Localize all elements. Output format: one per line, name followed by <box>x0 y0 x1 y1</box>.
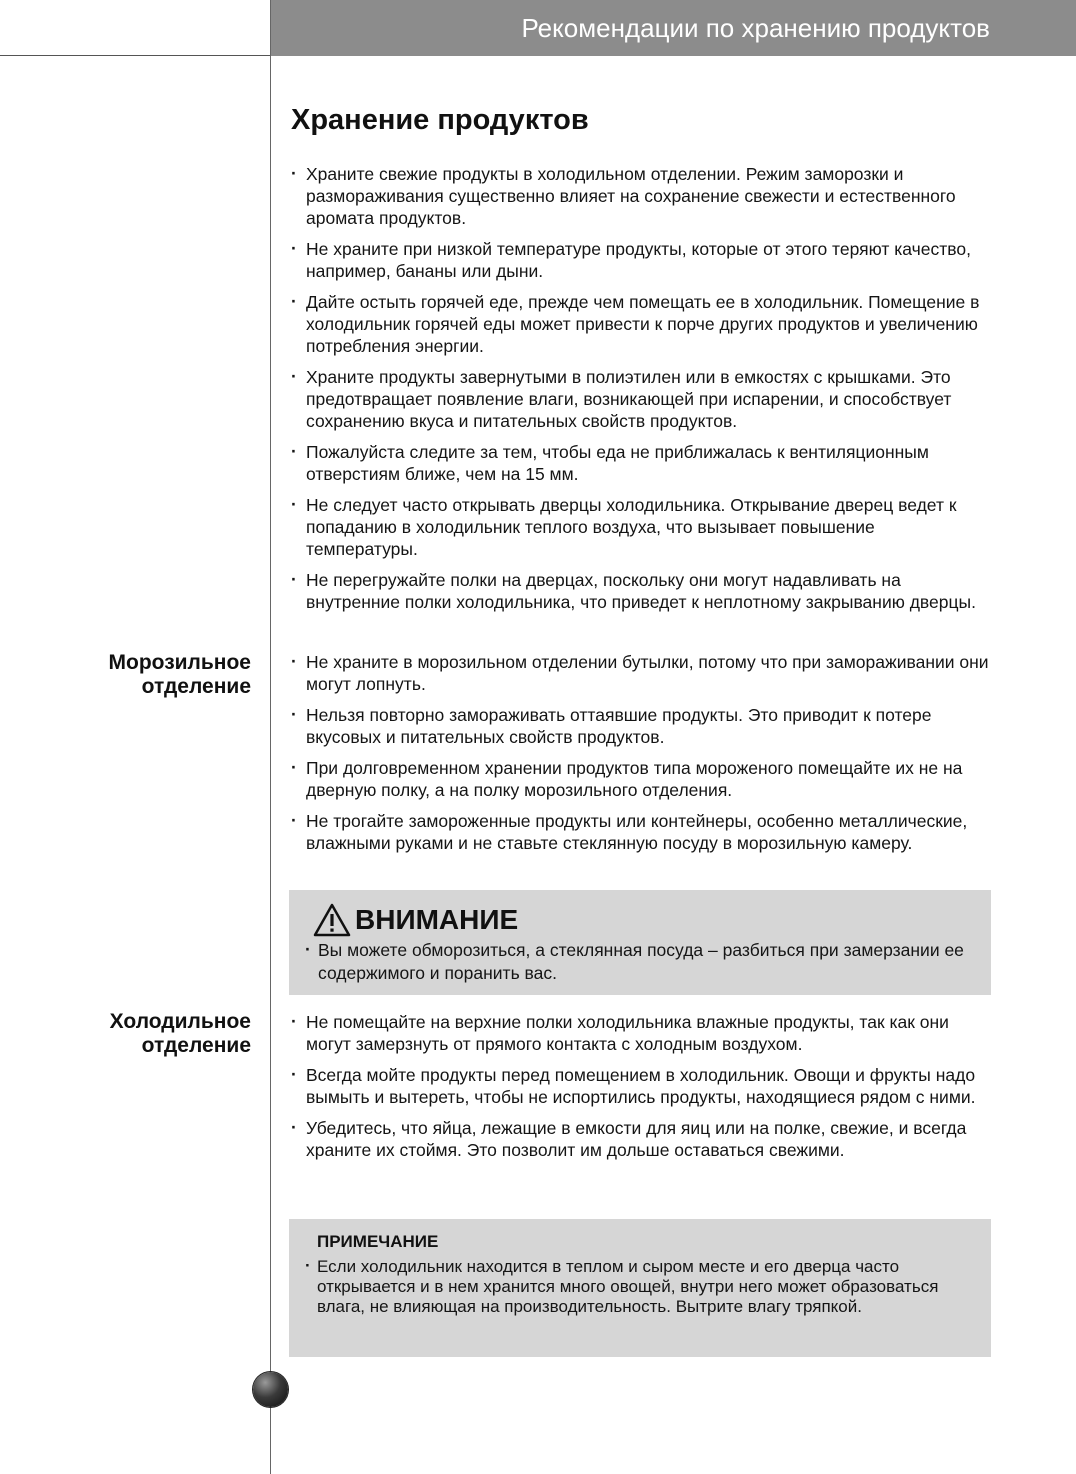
list-item: · Не перегружайте полки на дверцах, поскольку они могут надавливать на внутренние полки холодильника, что приведет к неплотному закрыванию дверцы. <box>291 569 991 613</box>
list-item: · Всегда мойте продукты перед помещением в холодильник. Овощи и фрукты надо вымыть и вытереть, чтобы не испортились продукты, находящиеся рядом с ними. <box>291 1064 991 1108</box>
note-text-body: Если холодильник находится в теплом и сыром месте и его дверца часто открывается и в нем хранится много овощей, внутри него может образоваться влага, не влияющая на производительность. Вытрите влагу тряпкой. <box>317 1257 939 1316</box>
list-item: · Нельзя повторно замораживать оттаявшие продукты. Это приводит к потере вкусовых и питательных свойств продуктов. <box>291 704 991 748</box>
list-item: · Не храните в морозильном отделении бутылки, потому что при замораживании они могут лопнуть. <box>291 651 991 695</box>
warning-triangle-icon <box>313 903 351 937</box>
vertical-divider <box>270 0 271 1474</box>
note-text <box>305 1257 977 1317</box>
page-title: Хранение продуктов <box>291 104 589 136</box>
list-item: · Не храните при низкой температуре продукты, которые от этого теряют качество, например, бананы или дыни. <box>291 238 991 282</box>
top-rule <box>0 55 271 56</box>
fridge-label-line2: отделение <box>141 1034 251 1057</box>
freezer-label-line2: отделение <box>141 675 251 698</box>
list-item: · Убедитесь, что яйца, лежащие в емкости для яиц или на полке, свежие, и всегда храните их стоймя. Это позволит им дольше оставаться свежими. <box>291 1117 991 1161</box>
fridge-label-line1: Холодильное <box>109 1010 251 1033</box>
list-item: · Храните продукты завернутыми в полиэтилен или в емкостях с крышками. Это предотвращает появление влаги, возникающей при испарении, и способствует сохранению вкуса и питательных свойств продуктов. <box>291 366 991 432</box>
caution-text-body: Вы можете обморозиться, а стеклянная посуда – разбиться при замерзании ее содержимого и поранить вас. <box>318 940 964 983</box>
caution-text <box>305 939 998 985</box>
list-item: · Не помещайте на верхние полки холодильника влажные продукты, так как они могут замерзнуть от прямого контакта с холодным воздухом. <box>291 1011 991 1055</box>
general-storage-list <box>291 163 991 622</box>
list-item: · Пожалуйста следите за тем, чтобы еда не приближалась к вентиляционным отверстиям ближе, чем на 15 мм. <box>291 441 991 485</box>
page-marker-ball <box>253 1372 288 1407</box>
list-item: · Дайте остыть горячей еде, прежде чем помещать ее в холодильник. Помещение в холодильник горячей еды может привести к порче других продуктов и увеличению потребления энергии. <box>291 291 991 357</box>
list-item: · Не трогайте замороженные продукты или контейнеры, особенно металлические, влажными руками и не ставьте стеклянную посуду в морозильную камеру. <box>291 810 991 854</box>
freezer-label-line1: Морозильное <box>108 651 251 674</box>
list-item: · Не следует часто открывать дверцы холодильника. Открывание дверец ведет к попаданию в холодильник теплого воздуха, что вызывает повышение температуры. <box>291 494 991 560</box>
note-title: ПРИМЕЧАНИЕ <box>317 1232 439 1251</box>
caution-title: ВНИМАНИЕ <box>355 904 519 935</box>
bullet-dot: · <box>305 939 311 959</box>
fridge-section-label <box>110 1010 251 1058</box>
fridge-list <box>291 1011 991 1170</box>
caution-heading <box>313 903 518 937</box>
bullet-dot: · <box>305 1256 311 1275</box>
freezer-section-label <box>109 651 252 699</box>
list-item: · Храните свежие продукты в холодильном отделении. Режим заморозки и размораживания существенно влияет на сохранение свежести и естественного аромата продуктов. <box>291 163 991 229</box>
note-box <box>289 1219 991 1357</box>
caution-box <box>289 890 991 995</box>
list-item: · При долговременном хранении продуктов типа мороженого помещайте их не на дверную полку, а на полку морозильного отделения. <box>291 757 991 801</box>
header-bar <box>271 0 1076 56</box>
freezer-list <box>291 651 991 863</box>
header-title: Рекомендации по хранению продуктов <box>521 13 990 43</box>
